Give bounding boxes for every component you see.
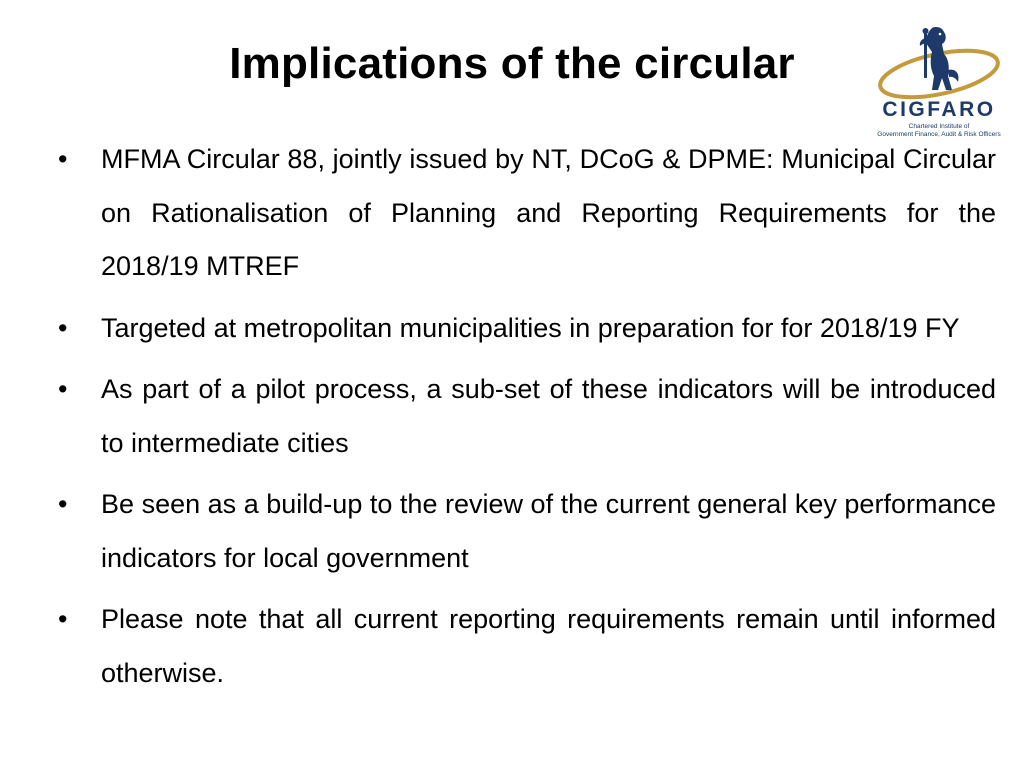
bullet-text: Targeted at metropolitan municipalities in preparation for for 2018/19 FY xyxy=(101,312,960,343)
lion-emblem-icon xyxy=(872,24,1006,102)
bullet-list xyxy=(58,133,996,708)
bullet-item xyxy=(58,363,996,470)
bullet-dot-icon: • xyxy=(58,144,68,174)
bullet-item xyxy=(58,478,996,585)
bullet-text: MFMA Circular 88, jointly issued by NT, DCoG & DPME: Municipal Circular on Rationalisation of Planning and Reporting Requirements for the 2018/19 MTREF xyxy=(101,144,996,281)
bullet-text: Be seen as a build-up to the review of the current general key performance indicators for local government xyxy=(101,489,996,573)
bullet-text: As part of a pilot process, a sub-set of these indicators will be introduced to intermediate cities xyxy=(101,374,996,458)
logo-subtitle-line2: Government Finance, Audit & Risk Officers xyxy=(877,131,1001,138)
bullet-dot-icon: • xyxy=(58,312,68,343)
bullet-text: Please note that all current reporting requirements remain until informed otherwise. xyxy=(101,604,996,688)
logo-name: CIGFARO xyxy=(882,98,996,121)
bullet-dot-icon: • xyxy=(58,604,68,634)
logo-subtitle-line1: Chartered Institute of xyxy=(908,123,970,130)
bullet-item xyxy=(58,593,996,700)
bullet-dot-icon: • xyxy=(58,374,68,404)
bullet-item xyxy=(58,133,996,294)
bullet-dot-icon: • xyxy=(58,489,68,519)
slide-title: Implications of the circular xyxy=(229,39,795,88)
bullet-item xyxy=(58,302,996,356)
cigfaro-logo xyxy=(872,24,1006,142)
